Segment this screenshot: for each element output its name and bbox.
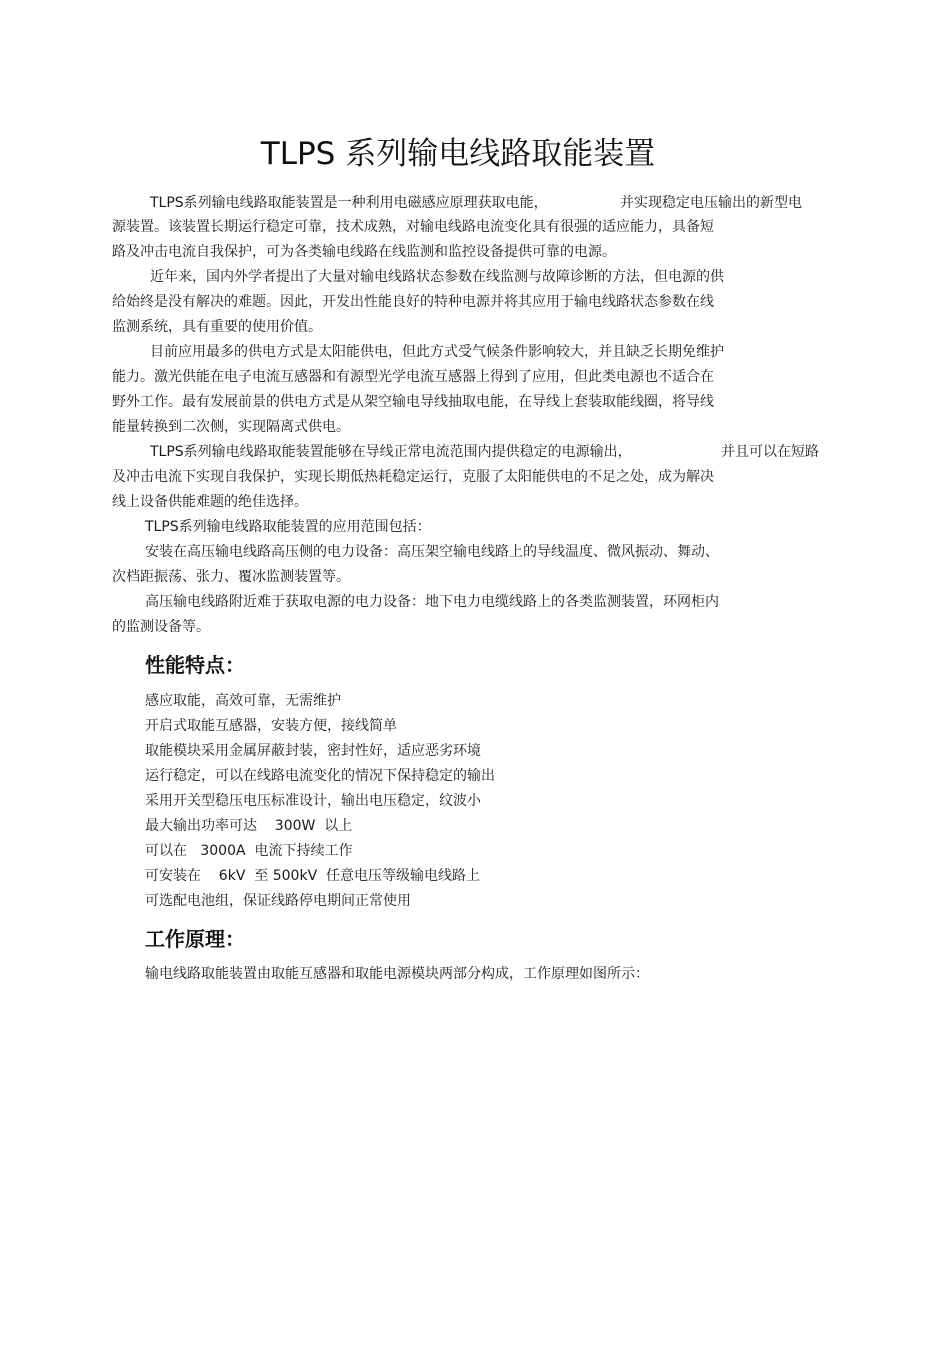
feature-item: 取能模块采用金属屏蔽封装，密封性好，适应恶劣环境 [145, 743, 481, 759]
paragraph-line: TLPS系列输电线路取能装置是一种利用电磁感应原理获取电能， [150, 195, 548, 211]
paragraph-line: 次档距振荡、张力、覆冰监测装置等。 [112, 569, 350, 585]
paragraph-line: 源装置。该装置长期运行稳定可靠，技术成熟，对输电线路电流变化具有很强的适应能力，具备短 [112, 219, 714, 235]
feature-item: 采用开关型稳压电压标准设计，输出电压稳定，纹波小 [145, 793, 481, 809]
paragraph-line: 给始终是没有解决的难题。因此，开发出性能良好的特种电源并将其应用于输电线路状态参数在线 [112, 294, 714, 310]
feature-item: 运行稳定，可以在线路电流变化的情况下保持稳定的输出 [145, 768, 495, 784]
paragraph-line: 能量转换到二次侧，实现隔离式供电。 [112, 419, 350, 435]
document-title: TLPS 系列输电线路取能装置 [260, 136, 656, 172]
feature-item: 可以在 3000A 电流下持续工作 [145, 843, 353, 859]
paragraph-line: 并实现稳定电压输出的新型电 [620, 195, 802, 211]
paragraph-line: 的监测设备等。 [112, 619, 210, 635]
paragraph-line: 能力。激光供能在电子电流互感器和有源型光学电流互感器上得到了应用，但此类电源也不适合在 [112, 369, 714, 385]
paragraph-line: 及冲击电流下实现自我保护，实现长期低热耗稳定运行，克服了太阳能供电的不足之处，成为解决 [112, 469, 714, 485]
feature-item: 最大输出功率可达 300W 以上 [145, 818, 353, 834]
feature-item: 开启式取能互感器，安装方便，接线简单 [145, 718, 397, 734]
paragraph-line: TLPS系列输电线路取能装置的应用范围包括： [145, 519, 431, 535]
features-heading: 性能特点： [145, 653, 245, 677]
paragraph-line: 安装在高压输电线路高压侧的电力设备：高压架空输电线路上的导线温度、微风振动、舞动、 [145, 544, 719, 560]
paragraph-line: 目前应用最多的供电方式是太阳能供电，但此方式受气候条件影响较大，并且缺乏长期免维护 [150, 344, 724, 360]
principle-text: 输电线路取能装置由取能互感器和取能电源模块两部分构成，工作原理如图所示： [145, 966, 649, 982]
feature-item: 可选配电池组，保证线路停电期间正常使用 [145, 893, 411, 909]
paragraph-line: 线上设备供能难题的绝佳选择。 [112, 494, 308, 510]
principle-heading: 工作原理： [145, 927, 245, 951]
paragraph-line: 并且可以在短路 [721, 444, 819, 460]
paragraph-line: 高压输电线路附近难于获取电源的电力设备：地下电力电缆线路上的各类监测装置，环网柜内 [145, 594, 719, 610]
feature-item: 感应取能，高效可靠，无需维护 [145, 693, 341, 709]
paragraph-line: TLPS系列输电线路取能装置能够在导线正常电流范围内提供稳定的电源输出， [150, 444, 632, 460]
paragraph-line: 监测系统，具有重要的使用价值。 [112, 319, 322, 335]
paragraph-line: 野外工作。最有发展前景的供电方式是从架空输电导线抽取电能，在导线上套装取能线圈，将导线 [112, 394, 714, 410]
feature-item: 可安装在 6kV 至 500kV 任意电压等级输电线路上 [145, 868, 481, 884]
paragraph-line: 路及冲击电流自我保护，可为各类输电线路在线监测和监控设备提供可靠的电源。 [112, 244, 616, 260]
paragraph-line: 近年来，国内外学者提出了大量对输电线路状态参数在线监测与故障诊断的方法，但电源的供 [150, 269, 724, 285]
